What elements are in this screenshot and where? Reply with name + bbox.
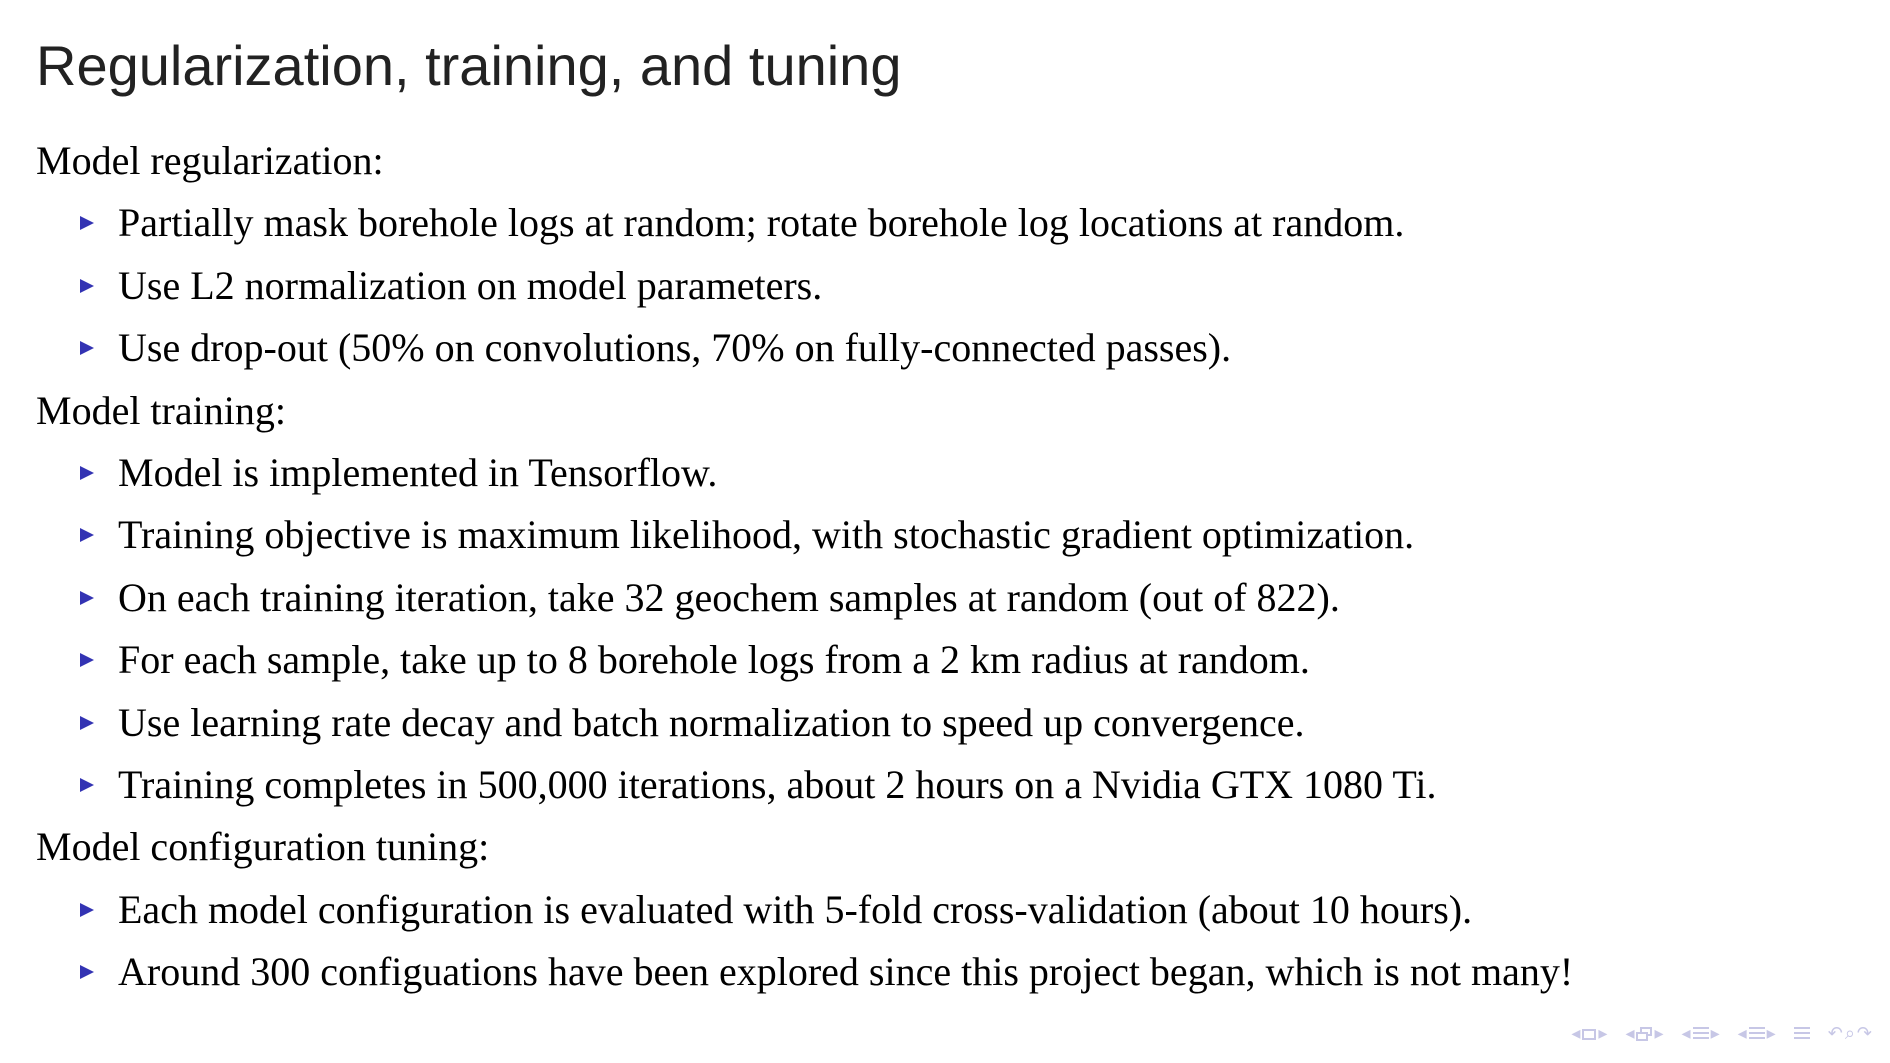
lines-icon[interactable]	[1794, 1027, 1810, 1041]
prev-arrow-icon[interactable]: ◂	[1571, 1023, 1581, 1044]
triangle-bullet-icon	[80, 341, 94, 355]
triangle-bullet-icon	[80, 965, 94, 979]
bullet-text: Use learning rate decay and batch normalization to speed up convergence.	[118, 699, 1305, 745]
bullet-list	[36, 879, 1836, 1004]
bullet-text: For each sample, take up to 8 borehole logs from a 2 km radius at random.	[118, 637, 1310, 683]
bullet-text: Partially mask borehole logs at random; rotate borehole log locations at random.	[118, 200, 1405, 246]
list-item	[36, 442, 1836, 504]
list-item	[36, 629, 1836, 691]
triangle-bullet-icon	[80, 466, 94, 480]
bullet-list	[36, 192, 1836, 379]
bullet-text: Use drop-out (50% on convolutions, 70% on fully-connected passes).	[118, 325, 1232, 371]
section-training	[36, 380, 1836, 817]
bullet-text: Each model configuration is evaluated with 5-fold cross-validation (about 10 hours).	[118, 886, 1473, 932]
section-tuning	[36, 816, 1836, 1003]
next-arrow-icon[interactable]: ▸	[1598, 1023, 1608, 1044]
triangle-bullet-icon	[80, 716, 94, 730]
bullet-text: Use L2 normalization on model parameters.	[118, 262, 823, 308]
triangle-bullet-icon	[80, 591, 94, 605]
triangle-bullet-icon	[80, 653, 94, 667]
document-nav	[1738, 1021, 1776, 1047]
section-regularization	[36, 130, 1836, 380]
next-arrow-icon[interactable]: ▸	[1766, 1023, 1776, 1044]
list-item	[36, 692, 1836, 754]
undo-icon[interactable]: ↶	[1827, 1023, 1843, 1044]
search-nav	[1828, 1021, 1872, 1047]
section-heading: Model training:	[36, 387, 286, 433]
list-item	[36, 941, 1836, 1003]
section-heading: Model regularization:	[36, 138, 384, 183]
appendix-nav	[1794, 1027, 1810, 1041]
prev-arrow-icon[interactable]: ◂	[1681, 1023, 1691, 1044]
section-lines-icon[interactable]	[1693, 1027, 1709, 1041]
frame-box-icon[interactable]	[1582, 1029, 1596, 1040]
lines-icon[interactable]	[1749, 1027, 1765, 1041]
list-item	[36, 255, 1836, 317]
search-icon[interactable]: ⌕	[1844, 1023, 1855, 1044]
bullet-text: Training objective is maximum likelihood, with stochastic gradient optimization.	[118, 512, 1415, 558]
section-heading: Model configuration tuning:	[36, 824, 490, 870]
list-item	[36, 192, 1836, 254]
triangle-bullet-icon	[80, 279, 94, 293]
next-arrow-icon[interactable]: ▸	[1710, 1023, 1720, 1044]
triangle-bullet-icon	[80, 528, 94, 542]
bullet-text: On each training iteration, take 32 geochem samples at random (out of 822).	[118, 574, 1340, 620]
list-item	[36, 879, 1836, 941]
list-item	[36, 317, 1836, 379]
triangle-bullet-icon	[80, 778, 94, 792]
triangle-bullet-icon	[80, 903, 94, 917]
bullet-text: Training completes in 500,000 iterations, about 2 hours on a Nvidia GTX 1080 Ti.	[118, 762, 1437, 808]
frame-nav	[1571, 1021, 1607, 1047]
section-nav	[1682, 1021, 1720, 1047]
list-item	[36, 567, 1836, 629]
prev-arrow-icon[interactable]: ◂	[1625, 1023, 1635, 1044]
list-item	[36, 504, 1836, 566]
bullet-text: Model is implemented in Tensorflow.	[118, 450, 718, 496]
redo-icon[interactable]: ↷	[1856, 1023, 1872, 1044]
slide-content	[36, 130, 1836, 1004]
list-item	[36, 754, 1836, 816]
bullet-text: Around 300 configuations have been explored since this project began, which is not many!	[118, 949, 1574, 995]
subsection-nav	[1625, 1021, 1663, 1047]
bullet-list	[36, 442, 1836, 816]
prev-arrow-icon[interactable]: ◂	[1737, 1023, 1747, 1044]
beamer-navigation-bar	[1571, 1021, 1872, 1047]
slide-title: Regularization, training, and tuning	[36, 34, 902, 97]
triangle-bullet-icon	[80, 216, 94, 230]
subsection-stack-icon[interactable]	[1636, 1027, 1652, 1041]
next-arrow-icon[interactable]: ▸	[1654, 1023, 1664, 1044]
